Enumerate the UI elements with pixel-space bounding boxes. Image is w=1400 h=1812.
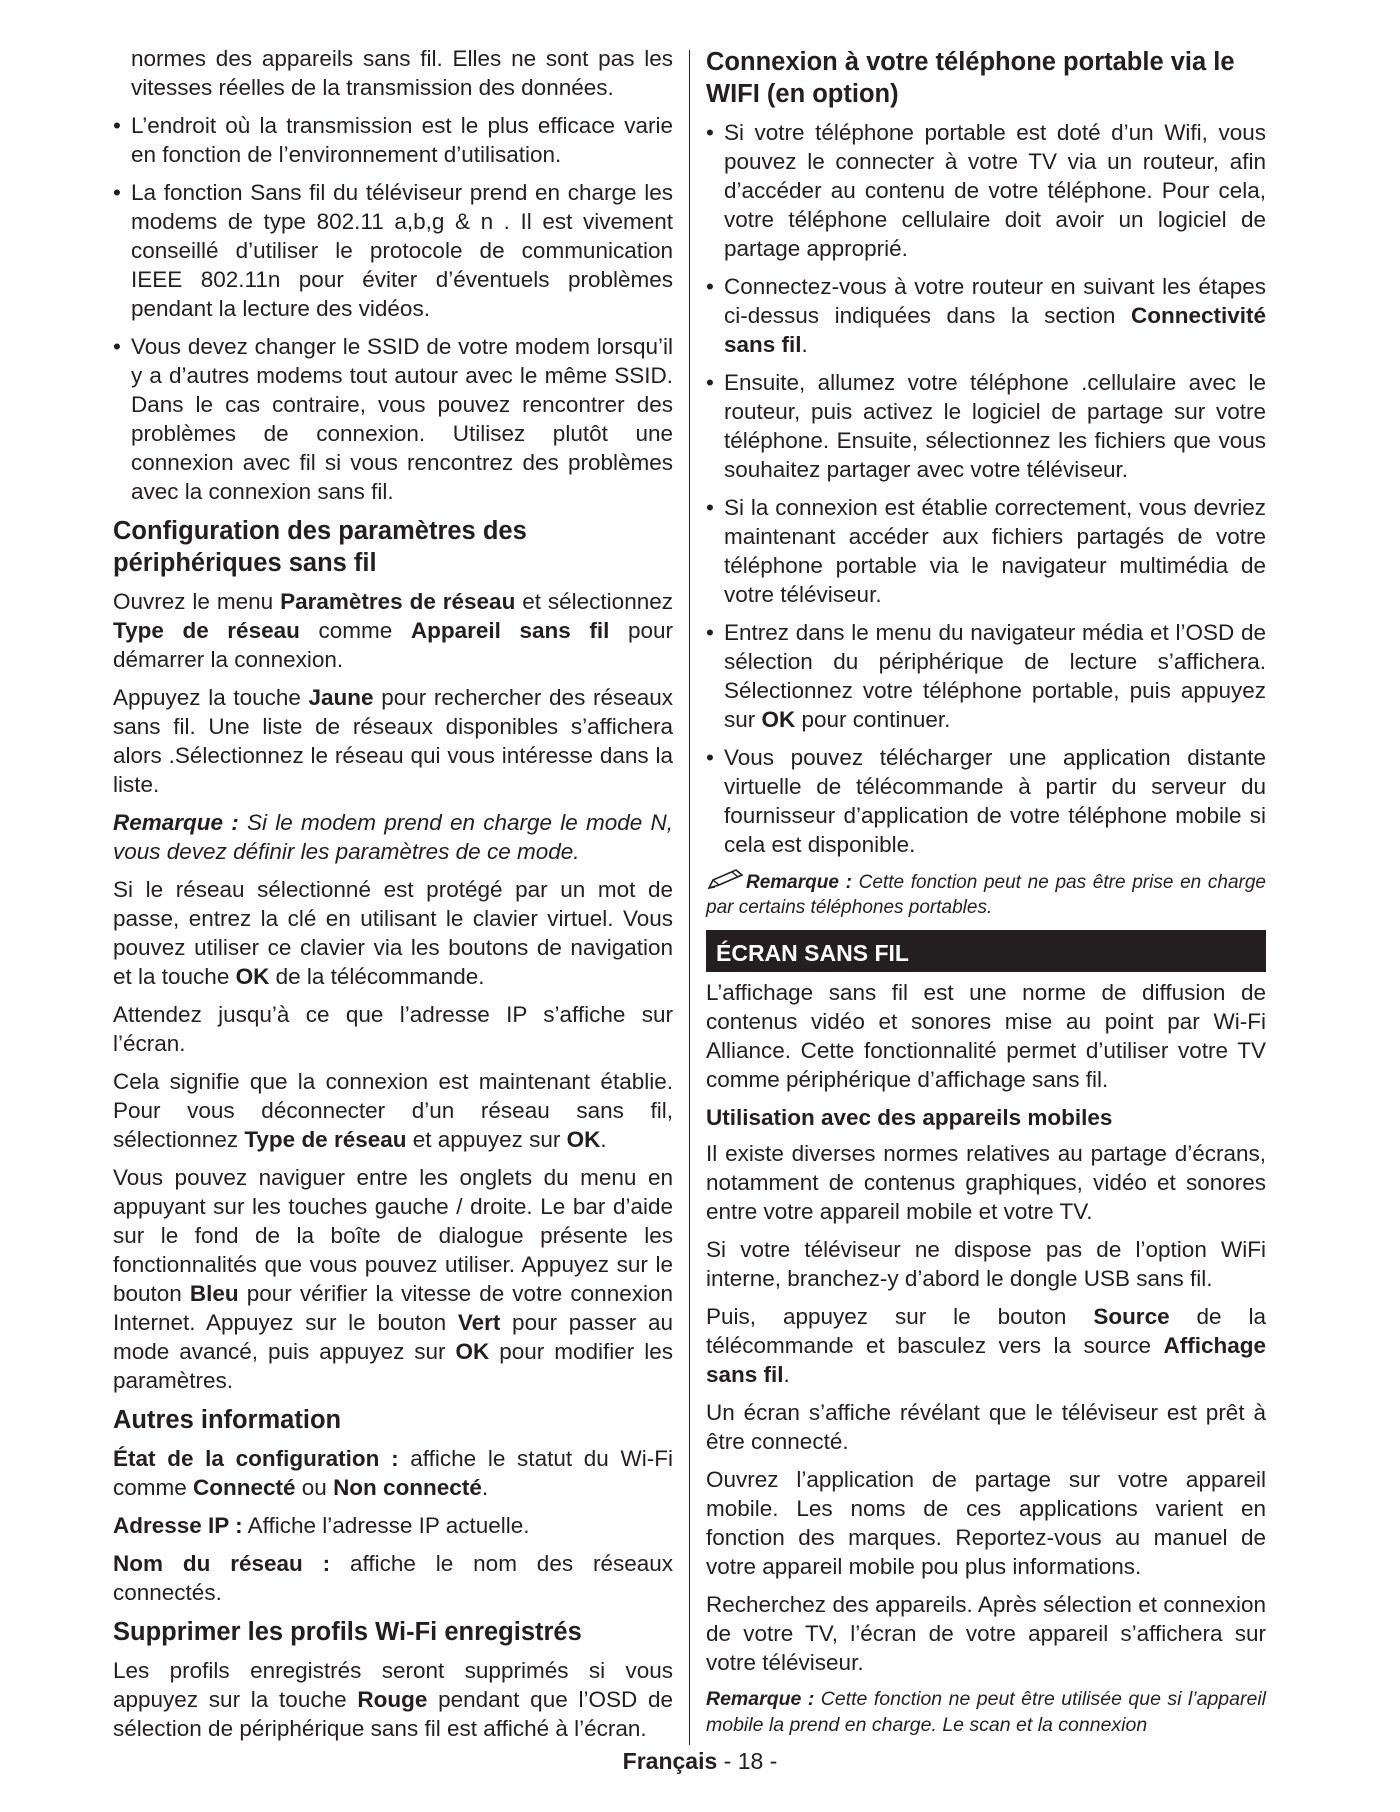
heading-phone-connection: Connexion à votre téléphone portable via le WIFI (en option): [706, 48, 1235, 108]
bullet-phone-wifi: • Si votre téléphone portable est doté d’un Wifi, vous pouvez le connecter à votre TV via un routeur, afin d’accéder au contenu de votre téléphone. Pour cela, votre téléphone cellulaire doit avoir un logiciel de partage approprié.: [706, 118, 1266, 263]
section-bar-wireless-display: ÉCRAN SANS FIL: [706, 930, 1266, 972]
pencil-note-icon: [706, 868, 746, 892]
paragraph-source-button: Puis, appuyez sur le bouton Source de la télécommande et basculez vers la source Affichage sans fil.: [706, 1304, 1266, 1387]
paragraph-wait-ip: Attendez jusqu’à ce que l’adresse IP s’affiche sur l’écran.: [113, 1002, 673, 1056]
paragraph-yellow-key: Appuyez la touche Jaune pour rechercher des réseaux sans fil. Une liste de réseaux disponibles s’affichera alors .Sélectionnez le réseau qui vous intéresse dans la liste.: [113, 685, 673, 797]
bullet-modem-types: • La fonction Sans fil du téléviseur prend en charge les modems de type 802.11 a,b,g & n . Il est vivement conseillé d’utiliser le protocole de communication IEEE 802.11n pour éviter d’éventuels problèmes pendant la lecture des vidéos.: [113, 178, 673, 323]
paragraph-ip-address: Adresse IP : Affiche l’adresse IP actuelle.: [113, 1513, 530, 1538]
paragraph-password: Si le réseau sélectionné est protégé par un mot de passe, entrez la clé en utilisant le clavier virtuel. Vous pouvez utiliser ce clavier via les boutons de navigation et la touche OK de la télécommande.: [113, 877, 673, 989]
heading-wireless-config: Configuration des paramètres des périphériques sans fil: [113, 517, 527, 577]
bullet-download-app: • Vous pouvez télécharger une application distante virtuelle de télécommande à partir du serveur du fournisseur d’application de votre téléphone mobile si cela est disponible.: [706, 743, 1266, 859]
page-footer: [0, 1748, 1400, 1775]
paragraph-connected: Cela signifie que la connexion est maintenant établie. Pour vous déconnecter d’un réseau sans fil, sélectionnez Type de réseau et appuyez sur OK.: [113, 1069, 673, 1152]
paragraph-continued: normes des appareils sans fil. Elles ne sont pas les vitesses réelles de la transmission des données.: [131, 46, 673, 100]
note-mobile-support: Remarque : Cette fonction ne peut être utilisée que si l’appareil mobile la prend en charge. Le scan et la connexion: [706, 1688, 1266, 1736]
bullet-ssid: • Vous devez changer le SSID de votre modem lorsqu’il y a d’autres modems tout autour avec le même SSID. Dans le cas contraire, vous pouvez rencontrer des problèmes de connexion. Utilisez plutôt une connexion avec fil si vous rencontrez des problèmes avec la connexion sans fil.: [113, 332, 673, 506]
paragraph-ready-screen: Un écran s’affiche révélant que le téléviseur est prêt à être connecté.: [706, 1400, 1266, 1454]
note-phone-support: Remarque : Cette fonction peut ne pas être prise en charge par certains téléphones portables.: [706, 868, 1266, 920]
footer-language: Français: [622, 1748, 718, 1774]
page-number: - 18 -: [717, 1748, 778, 1774]
heading-delete-profiles: Supprimer les profils Wi-Fi enregistrés: [113, 1618, 582, 1646]
column-divider: [689, 50, 690, 1745]
bullet-media-browser: • Entrez dans le menu du navigateur média et l’OSD de sélection du périphérique de lecture s’affichera. Sélectionnez votre téléphone portable, puis appuyez sur OK pour continuer.: [706, 618, 1266, 734]
paragraph-config-state: État de la configuration : affiche le statut du Wi-Fi comme Connecté ou Non connecté.: [113, 1446, 673, 1500]
bullet-turn-on-phone: • Ensuite, allumez votre téléphone .cellulaire avec le routeur, puis activez le logiciel de partage sur votre téléphone. Ensuite, sélectionnez les fichiers que vous souhaitez partager avec votre téléviseur.: [706, 368, 1266, 484]
paragraph-navigate-tabs: Vous pouvez naviguer entre les onglets du menu en appuyant sur les touches gauche / droite. Le bar d’aide sur le fond de la boîte de dialogue présente les fonctionnalités que vous pouvez utiliser. Appuyez sur le bouton Bleu pour vérifier la vitesse de votre connexion Internet. Appuyez sur le bouton Vert pour passer au mode avancé, puis appuyez sur OK pour modifier les paramètres.: [113, 1165, 673, 1393]
paragraph-network-name: Nom du réseau : affiche le nom des réseaux connectés.: [113, 1551, 673, 1605]
paragraph-usb-dongle: Si votre téléviseur ne dispose pas de l’option WiFi interne, branchez-y d’abord le dongle USB sans fil.: [706, 1237, 1266, 1291]
left-column: [113, 44, 673, 1752]
paragraph-open-menu: Ouvrez le menu Paramètres de réseau et sélectionnez Type de réseau comme Appareil sans fil pour démarrer la connexion.: [113, 589, 673, 672]
note-modem-n: Remarque : Si le modem prend en charge le mode N, vous devez définir les paramètres de ce mode.: [113, 810, 673, 864]
paragraph-standards: Il existe diverses normes relatives au partage d’écrans, notamment de contenus graphiques, vidéo et sonores entre votre appareil mobile et votre TV.: [706, 1141, 1266, 1224]
heading-mobile-use: Utilisation avec des appareils mobiles: [706, 1105, 1113, 1130]
paragraph-delete-profiles: Les profils enregistrés seront supprimés si vous appuyez sur la touche Rouge pendant que l’OSD de sélection de périphérique sans fil est affiché à l’écran.: [113, 1658, 673, 1741]
paragraph-search-devices: Recherchez des appareils. Après sélection et connexion de votre TV, l’écran de votre appareil s’affichera sur votre téléviseur.: [706, 1592, 1266, 1675]
bullet-access-files: • Si la connexion est établie correctement, vous devriez maintenant accéder aux fichiers partagés de votre téléphone portable via le navigateur multimédia de votre téléviseur.: [706, 493, 1266, 609]
right-column: [706, 44, 1266, 1747]
paragraph-wireless-display: L’affichage sans fil est une norme de diffusion de contenus vidéo et sonores mise au point par Wi-Fi Alliance. Cette fonctionnalité permet d’utiliser votre TV comme périphérique d’affichage sans fil.: [706, 980, 1266, 1092]
bullet-connect-router: • Connectez-vous à votre routeur en suivant les étapes ci-dessus indiquées dans la section Connectivité sans fil.: [706, 272, 1266, 359]
heading-other-info: Autres information: [113, 1406, 342, 1434]
paragraph-sharing-app: Ouvrez l’application de partage sur votre appareil mobile. Les noms de ces applications varient en fonction des marques. Reportez-vous au manuel de votre appareil mobile pou plus informations.: [706, 1467, 1266, 1579]
bullet-transmission-location: • L’endroit où la transmission est le plus efficace varie en fonction de l’environnement d’utilisation.: [113, 111, 673, 169]
